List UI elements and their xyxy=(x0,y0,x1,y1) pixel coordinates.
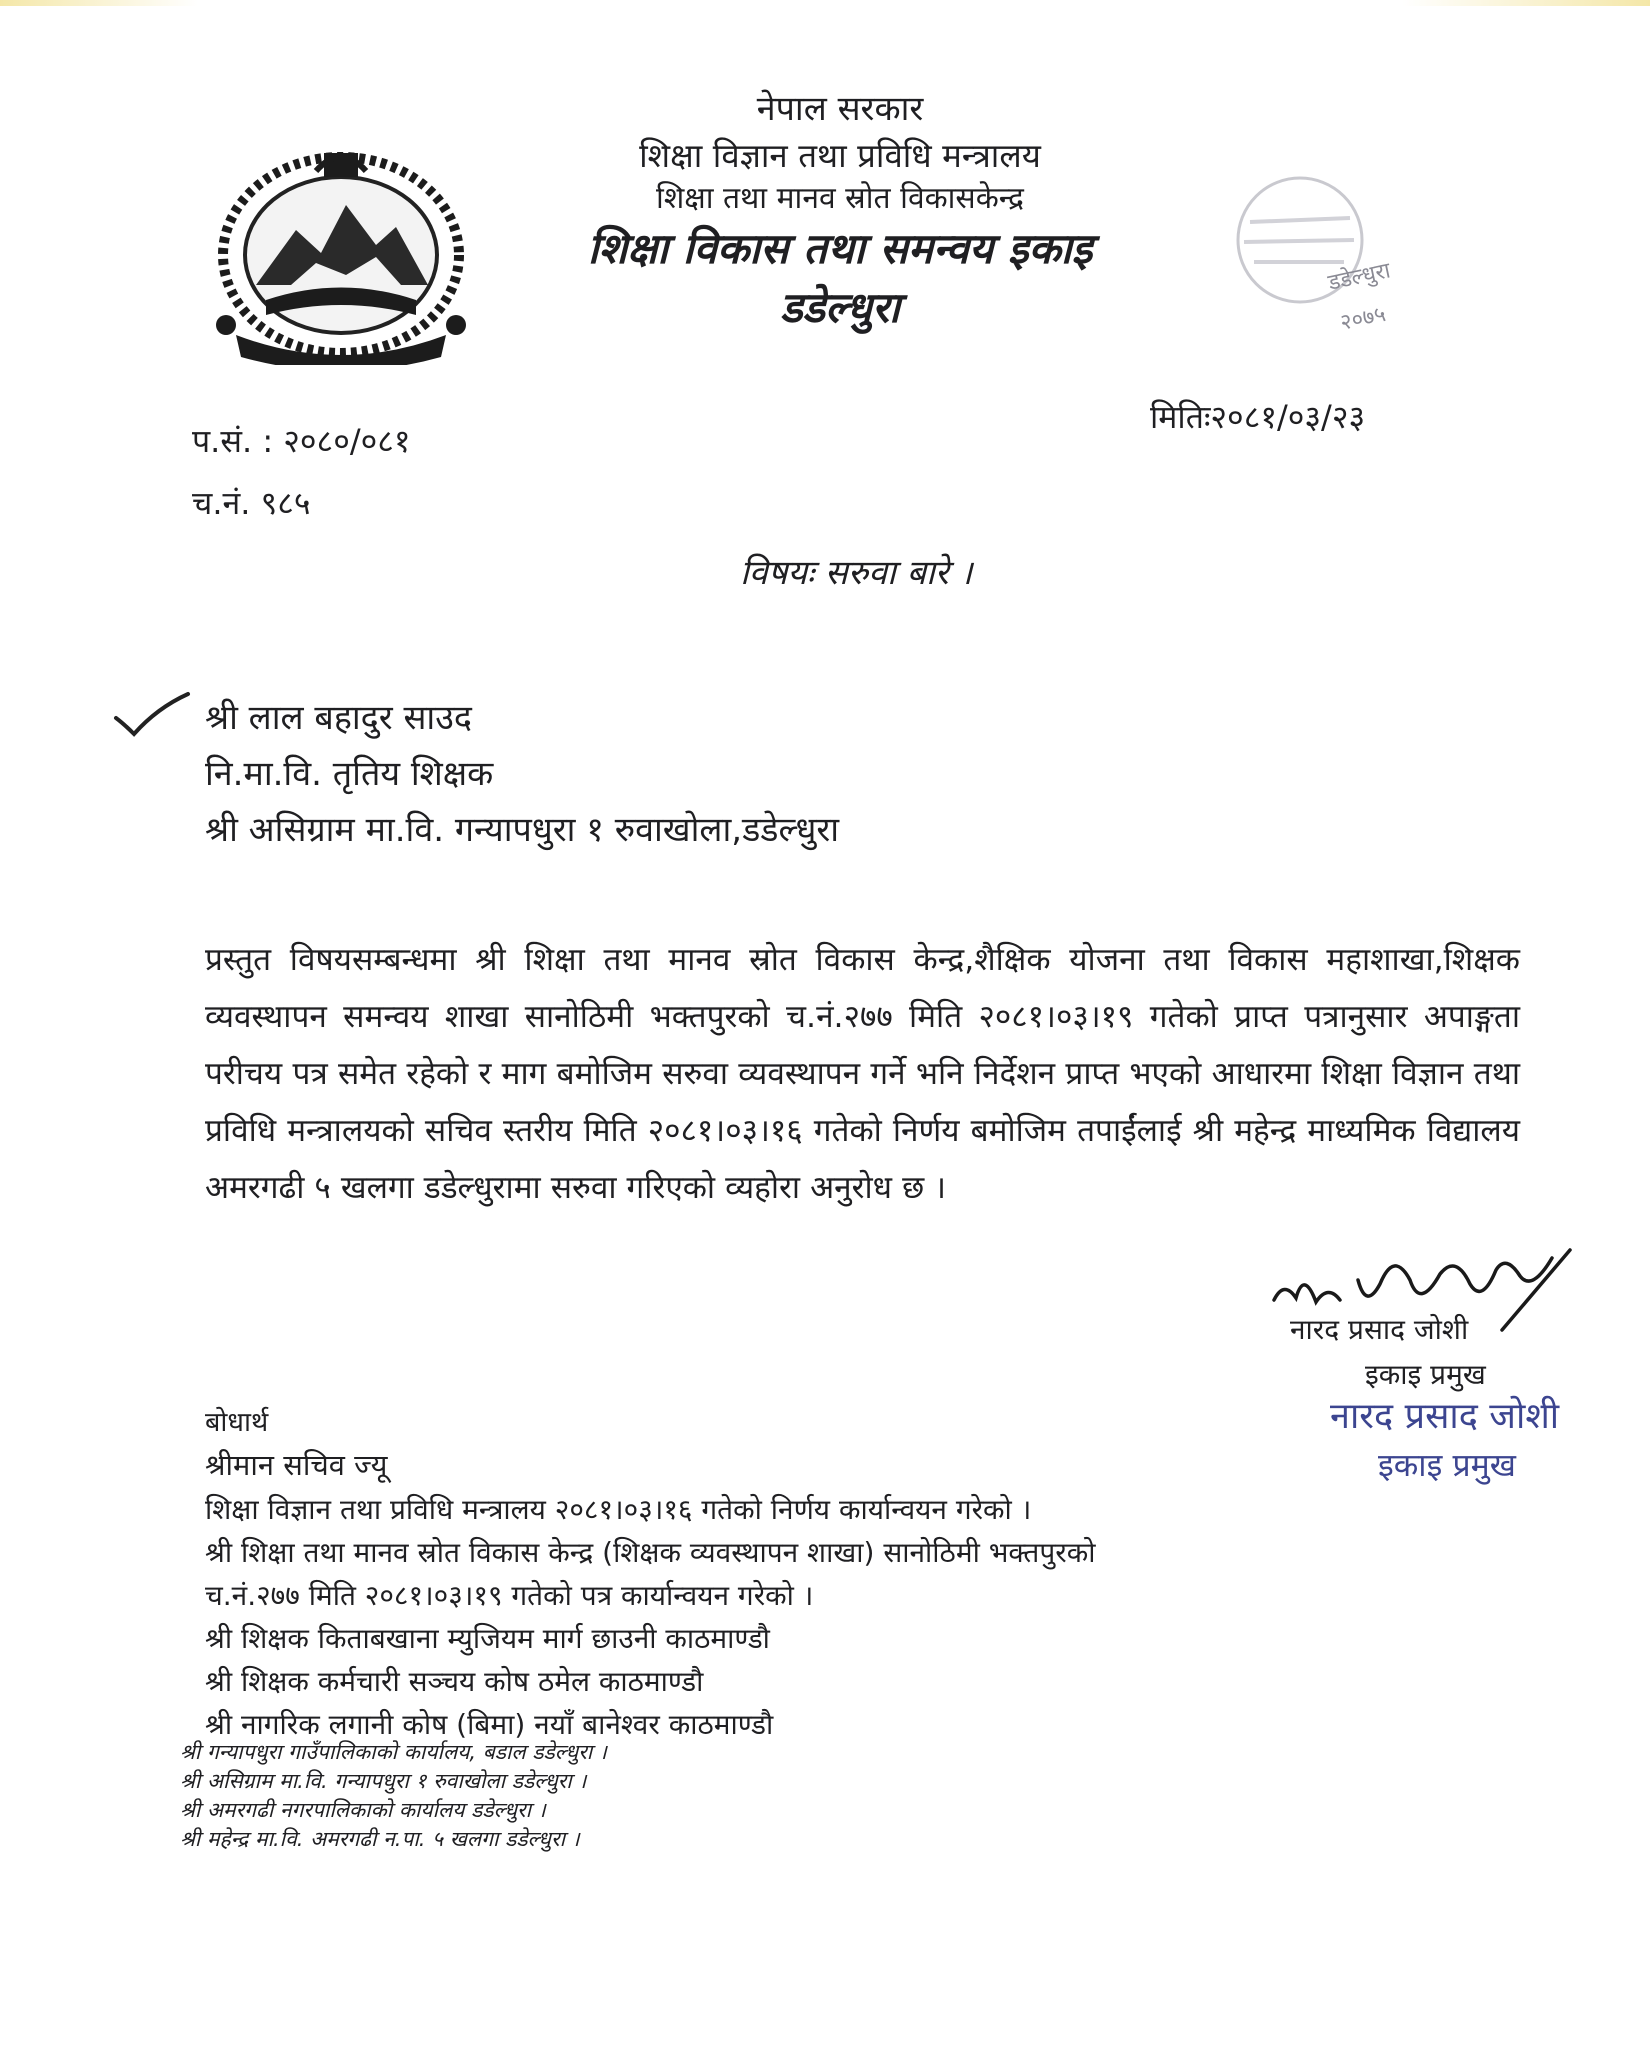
nepal-emblem-icon xyxy=(196,135,486,365)
cc-small-item: श्री गन्यापधुरा गाउँपालिकाको कार्यालय, बडाल डडेल्धुरा । xyxy=(180,1740,607,1764)
stamp-line-2: २०७५ xyxy=(1338,301,1389,336)
letter-body: प्रस्तुत विषयसम्बन्धमा श्री शिक्षा तथा मानव स्रोत विकास केन्द्र,शैक्षिक योजना तथा विकास महाशाखा,शिक्षक व्यवस्थापन समन्वय शाखा सानोठिमी भक्तपुरको च.नं.२७७ मिति २०८१।०३।१९ गतेको प्राप्त पत्रानुसार अपाङ्गता परीचय पत्र समेत रहेको र माग बमोजिम सरुवा व्यवस्थापन गर्ने भनि निर्देशन प्राप्त भएको आधारमा शिक्षा विज्ञान तथा प्रविधि मन्त्रालयको सचिव स्तरीय मिति २०८१।०३।१६ गतेको निर्णय बमोजिम तपाईंलाई श्री महेन्द्र माध्यमिक विद्यालय अमरगढी ५ खलगा डडेल्धुरामा सरुवा गरिएको व्यहोरा अनुरोध छ । xyxy=(205,941,1520,1206)
cc-item: च.नं.२७७ मिति २०८१।०३।१९ गतेको पत्र कार्यान्वयन गरेको । xyxy=(205,1579,814,1612)
office-name: शिक्षा विकास तथा समन्वय इकाइ xyxy=(587,224,1093,274)
reference-block xyxy=(192,410,411,534)
cc-small-item: श्री असिग्राम मा.वि. गन्यापधुरा १ रुवाखोला डडेल्धुरा । xyxy=(180,1769,587,1793)
letterhead xyxy=(500,88,1180,334)
office-stamp-icon xyxy=(1210,170,1430,360)
scan-top-edge xyxy=(0,0,1650,6)
ministry-name: शिक्षा विज्ञान तथा प्रविधि मन्त्रालय xyxy=(639,135,1041,175)
letter-number: प.सं. : २०८०/०८१ xyxy=(192,422,411,460)
cc-list xyxy=(205,1488,1095,1746)
cc-small-item: श्री अमरगढी नगरपालिकाको कार्यालय डडेल्धुरा । xyxy=(180,1798,546,1822)
stamp-line-1: डडेल्धुरा xyxy=(1326,258,1393,296)
cc-item: शिक्षा विज्ञान तथा प्रविधि मन्त्रालय २०८१।०३।१६ गतेको निर्णय कार्यान्वयन गरेको । xyxy=(205,1493,1032,1526)
signatory-stamp-title: इकाइ प्रमुख xyxy=(1378,1446,1516,1484)
cc-item: श्री शिक्षक कर्मचारी सञ्चय कोष ठमेल काठमाण्डौ xyxy=(205,1665,704,1698)
cc-salutation: श्रीमान सचिव ज्यू xyxy=(205,1448,388,1482)
checkmark-icon xyxy=(112,690,192,740)
dispatch-number: च.नं. ९८५ xyxy=(192,484,311,522)
recipient-name: श्री लाल बहादुर साउद xyxy=(205,698,472,738)
recipient-designation: नि.मा.वि. तृतिय शिक्षक xyxy=(205,754,494,794)
letter-subject: विषयः सरुवा बारे । xyxy=(740,553,973,593)
cc-heading: बोधार्थ xyxy=(205,1407,269,1438)
recipient-block xyxy=(205,690,839,858)
cc-item: श्री शिक्षा तथा मानव स्रोत विकास केन्द्र (शिक्षक व्यवस्थापन शाखा) सानोठिमी भक्तपुरको xyxy=(205,1536,1096,1569)
cc-small-list xyxy=(180,1738,607,1854)
signatory-title: इकाइ प्रमुख xyxy=(1365,1358,1486,1391)
cc-item: श्री शिक्षक किताबखाना म्युजियम मार्ग छाउनी काठमाण्डौ xyxy=(205,1622,770,1655)
office-location: डडेल्धुरा xyxy=(780,282,900,332)
signatory-stamp-name: नारद प्रसाद जोशी xyxy=(1330,1396,1560,1437)
signatory-name: नारद प्रसाद जोशी xyxy=(1290,1313,1469,1346)
recipient-address: श्री असिग्राम मा.वि. गन्यापधुरा १ रुवाखोला,डडेल्धुरा xyxy=(205,810,840,850)
letter-date: मितिः२०८१/०३/२३ xyxy=(1150,398,1366,436)
centre-name: शिक्षा तथा मानव स्रोत विकासकेन्द्र xyxy=(656,180,1024,216)
cc-item: श्री नागरिक लगानी कोष (बिमा) नयाँ बानेश्वर काठमाण्डौ xyxy=(205,1708,774,1741)
cc-small-item: श्री महेन्द्र मा.वि. अमरगढी न.पा. ५ खलगा डडेल्धुरा । xyxy=(180,1827,580,1851)
government-name: नेपाल सरकार xyxy=(756,89,924,129)
